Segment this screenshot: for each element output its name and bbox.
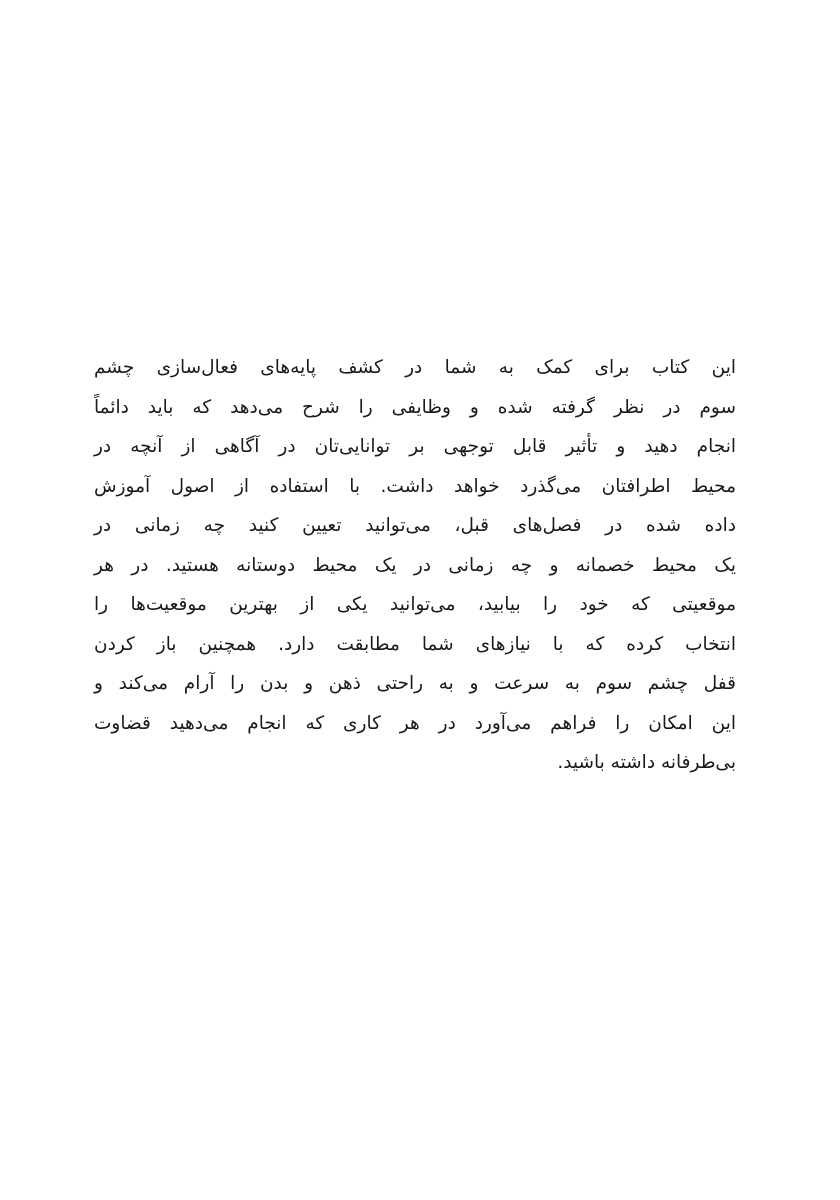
text-line: یک محیط خصمانه و چه زمانی در یک محیط دوستانه هستید. در هر [94, 554, 736, 576]
text-line: داده شده در فصل‌های قبل، می‌توانید تعیین کنید چه زمانی در [94, 515, 736, 536]
text-line: موقعیتی که خود را بیابید، می‌توانید یکی از بهترین موقعیت‌ها را [94, 594, 736, 615]
text-line: این کتاب برای کمک به شما در کشف پایه‌های فعال‌سازی چشم [94, 357, 736, 378]
text-line: این امکان را فراهم می‌آورد در هر کاری که انجام می‌دهید قضاوت [94, 712, 736, 734]
text-line: انجام دهید و تأثیر قابل توجهی بر توانایی‌تان در آگاهی از آنچه در [94, 436, 736, 457]
text-line: بی‌طرفانه داشته باشید. [557, 752, 736, 773]
text-line: محیط اطرافتان می‌گذرد خواهد داشت. با استفاده از اصول آموزش [94, 475, 736, 497]
body-paragraph [94, 348, 736, 783]
text-line: قفل چشم سوم به سرعت و به راحتی ذهن و بدن را آرام می‌کند و [94, 673, 736, 694]
text-line: انتخاب کرده که با نیازهای شما مطابقت دارد. همچنین باز کردن [94, 633, 736, 655]
text-line: سوم در نظر گرفته شده و وظایفی را شرح می‌دهد که باید دائماً [94, 396, 736, 418]
